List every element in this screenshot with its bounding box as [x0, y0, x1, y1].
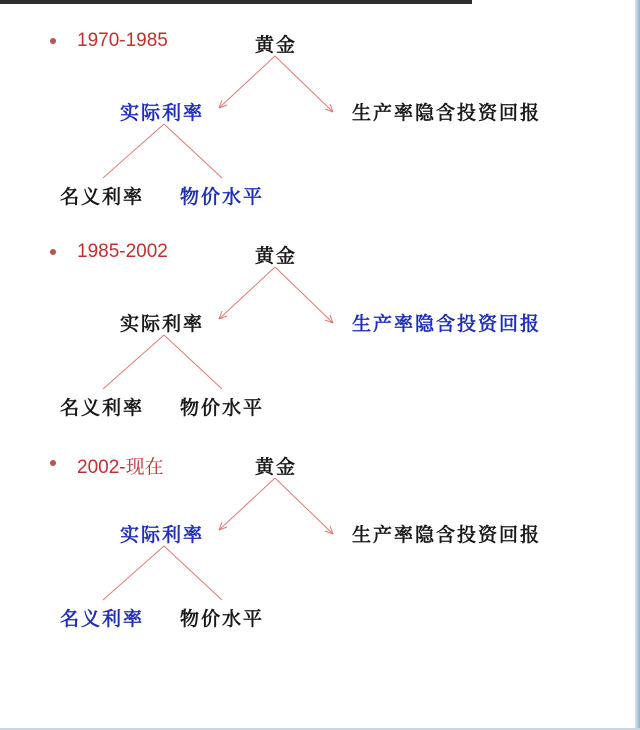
node-nominal-interest-rate: 名义利率 [60, 397, 145, 419]
node-nominal-interest-rate: 名义利率 [60, 608, 145, 630]
connector-mid-right [164, 546, 222, 600]
node-gold: 黄金 [255, 245, 298, 267]
node-real-interest-rate: 实际利率 [120, 313, 205, 335]
node-price-level: 物价水平 [180, 608, 265, 630]
node-productivity-return: 生产率隐含投资回报 [352, 524, 542, 546]
connector-root-right [275, 267, 333, 323]
connector-root-left [219, 478, 275, 530]
node-productivity-return: 生产率隐含投资回报 [352, 313, 542, 335]
connector-root-left [219, 56, 275, 108]
connector-root-right [275, 56, 333, 112]
period-section-3 [0, 452, 640, 662]
connector-mid-left [103, 335, 164, 389]
node-gold: 黄金 [255, 456, 298, 478]
node-real-interest-rate: 实际利率 [120, 102, 205, 124]
period-label: 1970-1985 [77, 30, 168, 51]
node-real-interest-rate: 实际利率 [120, 524, 205, 546]
node-productivity-return: 生产率隐含投资回报 [352, 102, 542, 124]
top-bar [0, 0, 472, 4]
period-label: 1985-2002 [77, 241, 168, 262]
connector-mid-right [164, 335, 222, 389]
connector-mid-left [103, 124, 164, 178]
period-section-2 [0, 241, 640, 451]
node-nominal-interest-rate: 名义利率 [60, 186, 145, 208]
period-label: 2002-现在 [77, 457, 164, 478]
period-section-1 [0, 30, 640, 240]
node-price-level: 物价水平 [180, 397, 265, 419]
connector-mid-right [164, 124, 222, 178]
connector-mid-left [103, 546, 164, 600]
connector-root-left [219, 267, 275, 319]
node-price-level: 物价水平 [180, 186, 265, 208]
node-gold: 黄金 [255, 34, 298, 56]
connector-root-right [275, 478, 333, 534]
